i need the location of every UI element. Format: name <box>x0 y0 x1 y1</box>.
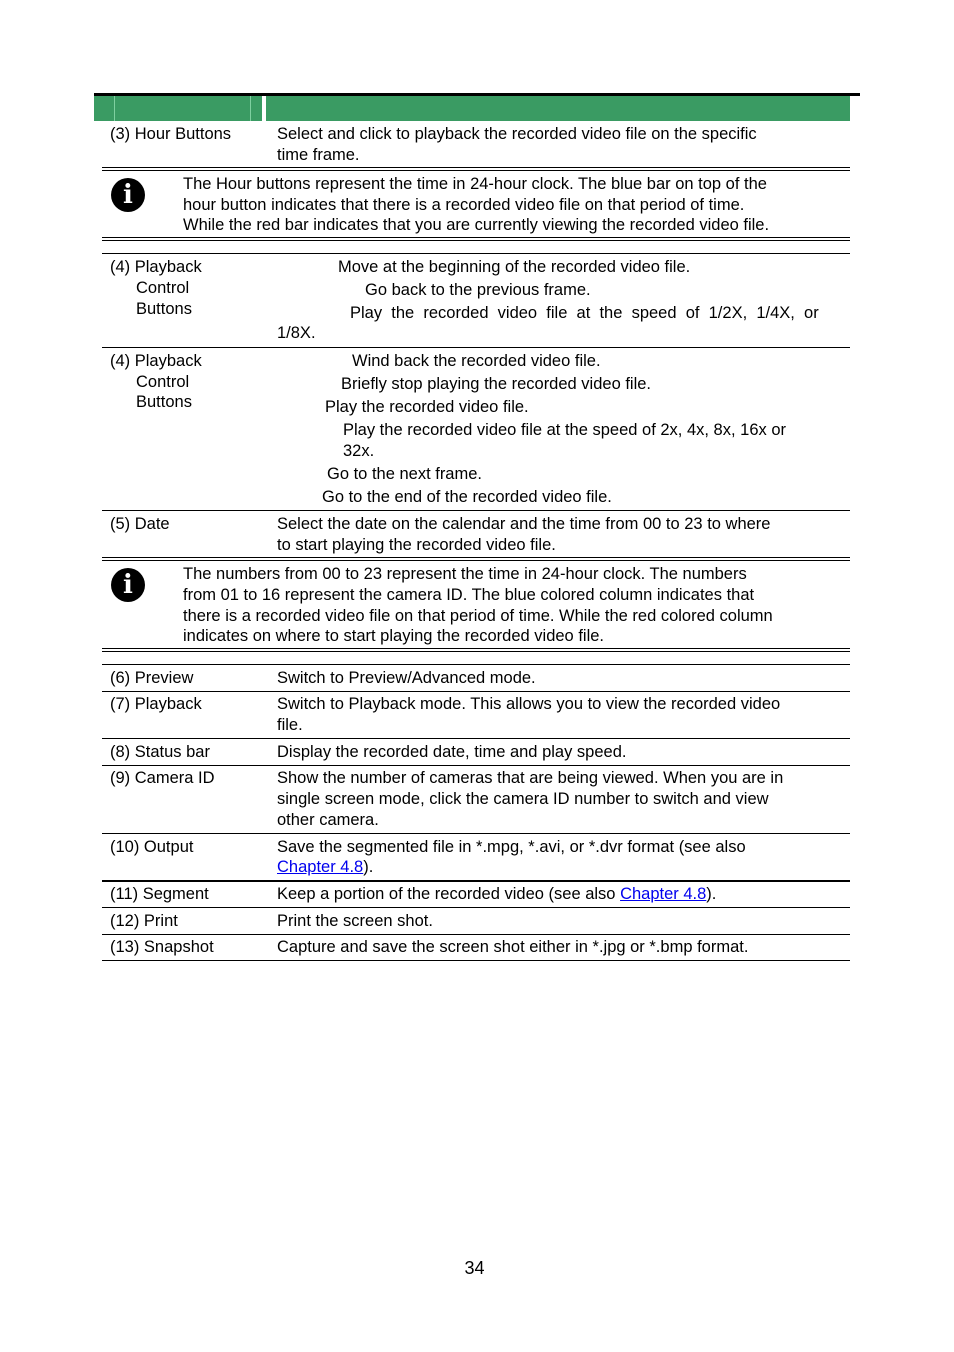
row-divider <box>102 960 850 961</box>
row-desc-line: Switch to Preview/Advanced mode. <box>277 669 536 687</box>
row-desc-line <box>277 884 716 905</box>
row-label: (4) Playback <box>110 258 202 276</box>
control-desc: Move at the beginning of the recorded video file. <box>338 258 691 276</box>
row-desc-line: Print the screen shot. <box>277 912 433 930</box>
note-line: indicates on where to start playing the recorded video file. <box>183 627 604 645</box>
row-label: (4) Playback <box>110 352 202 370</box>
note-divider <box>102 237 850 241</box>
row-divider <box>102 664 850 665</box>
page-number: 34 <box>464 1258 485 1278</box>
link-suffix: ). <box>363 858 374 876</box>
row-divider <box>102 253 850 254</box>
row-label: Buttons <box>136 393 192 411</box>
control-desc: 1/8X. <box>277 324 316 342</box>
header-divider <box>262 96 266 121</box>
row-divider <box>102 691 850 692</box>
control-desc: Go to the next frame. <box>327 465 482 483</box>
header-tick <box>250 96 251 121</box>
row-label: (3) Hour Buttons <box>110 125 232 143</box>
row-label: (10) Output <box>110 838 194 856</box>
row-divider <box>102 765 850 766</box>
row-desc-line: Select the date on the calendar and the time from 00 to 23 to where <box>277 515 771 533</box>
row-divider <box>102 934 850 935</box>
row-label: Buttons <box>136 300 192 318</box>
row-label: (8) Status bar <box>110 743 210 761</box>
row-divider <box>102 167 850 171</box>
chapter-link[interactable]: Chapter 4.8 <box>620 885 707 903</box>
row-divider <box>102 510 850 511</box>
control-desc: Go to the end of the recorded video file. <box>322 488 612 506</box>
control-desc: 32x. <box>343 442 375 460</box>
row-divider <box>102 907 850 908</box>
row-desc-line <box>277 857 373 878</box>
row-desc-line: to start playing the recorded video file. <box>277 536 556 554</box>
control-desc: Play the recorded video file at the speed of 1/2X, 1/4X, or <box>350 304 819 322</box>
row-desc-line: single screen mode, click the camera ID number to switch and view <box>277 790 769 808</box>
row-label: (7) Playback <box>110 695 202 713</box>
row-desc-line: time frame. <box>277 146 360 164</box>
row-divider <box>102 833 850 834</box>
note-line: The Hour buttons represent the time in 24-hour clock. The blue bar on top of the <box>183 175 767 193</box>
row-desc-line: Capture and save the screen shot either in *.jpg or *.bmp format. <box>277 938 749 956</box>
row-label: (6) Preview <box>110 669 194 687</box>
control-desc: Go back to the previous frame. <box>365 281 591 299</box>
row-desc-line: Switch to Playback mode. This allows you to view the recorded video <box>277 695 781 713</box>
row-label: (9) Camera ID <box>110 769 215 787</box>
row-desc-line: Display the recorded date, time and play speed. <box>277 743 627 761</box>
row-label: Control <box>136 279 190 297</box>
row-divider <box>102 880 850 882</box>
row-label: Control <box>136 373 190 391</box>
note-line: The numbers from 00 to 23 represent the time in 24-hour clock. The numbers <box>183 565 747 583</box>
row-divider <box>102 557 850 561</box>
row-label: (13) Snapshot <box>110 938 214 956</box>
row-label: (12) Print <box>110 912 178 930</box>
header-bar <box>94 96 850 121</box>
control-desc: Wind back the recorded video file. <box>352 352 601 370</box>
row-desc-line: Show the number of cameras that are being viewed. When you are in <box>277 769 784 787</box>
note-line: hour button indicates that there is a recorded video file on that period of time. <box>183 196 745 214</box>
control-desc: Play the recorded video file at the speed of 2x, 4x, 8x, 16x or <box>343 421 787 439</box>
info-icon: i <box>111 568 145 602</box>
note-line: While the red bar indicates that you are currently viewing the recorded video file. <box>183 216 770 234</box>
row-label: (11) Segment <box>110 885 209 903</box>
row-desc-line: other camera. <box>277 811 379 829</box>
info-icon: i <box>111 178 145 212</box>
row-label: (5) Date <box>110 515 170 533</box>
note-line: there is a recorded video file on that period of time. While the red colored column <box>183 607 773 625</box>
note-line: from 01 to 16 represent the camera ID. The blue colored column indicates that <box>183 586 755 604</box>
row-divider <box>102 347 850 348</box>
segment-desc: Keep a portion of the recorded video (see also <box>277 885 621 903</box>
row-divider <box>102 738 850 739</box>
row-desc-line: file. <box>277 716 303 734</box>
control-desc: Briefly stop playing the recorded video file. <box>341 375 652 393</box>
control-desc: Play the recorded video file. <box>325 398 529 416</box>
row-desc-line: Save the segmented file in *.mpg, *.avi, or *.dvr format (see also <box>277 838 746 856</box>
link-suffix: ). <box>706 885 717 903</box>
header-tick <box>114 96 115 121</box>
row-desc-line: Select and click to playback the recorded video file on the specific <box>277 125 757 143</box>
chapter-link[interactable]: Chapter 4.8 <box>277 858 364 876</box>
note-divider <box>102 648 850 652</box>
